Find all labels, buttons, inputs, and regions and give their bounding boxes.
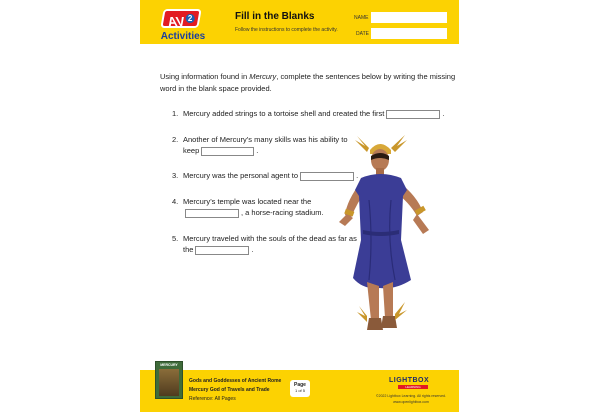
name-field[interactable]: [371, 12, 447, 23]
question-number: 3.: [172, 171, 179, 180]
logo-text: AV: [166, 14, 186, 30]
copyright-line: ©2022 Lightbox Learning. All rights reserved.: [376, 394, 446, 398]
book-cover-label: MERCURY: [160, 363, 178, 367]
question-number: 4.: [172, 197, 179, 206]
logo-sup: 2: [187, 14, 192, 23]
helmet-wing-left: [355, 136, 369, 152]
reference-note: Reference: All Pages: [189, 396, 236, 402]
right-ankle-wing: [395, 302, 407, 320]
answer-blank-5[interactable]: [195, 246, 249, 255]
book-cover-thumbnail: [155, 361, 183, 399]
question-end: .: [251, 245, 254, 254]
website-link[interactable]: www.openlightbox.com: [393, 400, 429, 404]
question-text: Mercury added strings to a tortoise shell and created the first: [183, 109, 385, 118]
question-text-line2: keep: [183, 146, 200, 155]
question-number: 2.: [172, 135, 179, 144]
lightbox-logo: [389, 377, 433, 389]
left-foot: [367, 318, 383, 330]
mercury-illustration: [325, 130, 445, 345]
question-end: , a horse-racing stadium.: [241, 208, 324, 217]
lightbox-wordmark: LIGHTBOX: [389, 377, 430, 384]
page-label: Page: [294, 382, 306, 388]
question-end: .: [256, 146, 259, 155]
question-text-line2: the: [183, 245, 194, 254]
question-text: Mercury was the personal agent to: [183, 171, 299, 180]
series-title: Gods and Goddesses of Ancient Rome: [189, 378, 282, 384]
left-ankle-wing: [357, 306, 367, 322]
intro-paragraph: [160, 71, 460, 95]
intro-book-title: Mercury: [249, 72, 277, 81]
tunic: [353, 174, 411, 288]
page-indicator: [290, 380, 310, 397]
footer-bar: [140, 363, 459, 412]
question-number: 5.: [172, 234, 179, 243]
answer-blank-4[interactable]: [185, 209, 239, 218]
av2-logo: [151, 9, 215, 40]
intro-after: , complete the sentences below by writing the missing word in the blank space provided.: [160, 72, 456, 93]
page-instructions: Follow the instructions to complete the activity.: [235, 27, 338, 33]
helmet-wing-right: [391, 135, 407, 152]
page-title: Fill in the Blanks: [235, 11, 315, 22]
copyright-text: [366, 393, 456, 405]
question-text: Mercury’s temple was located near the: [183, 197, 312, 206]
book-title: Mercury God of Travels and Trade: [189, 387, 270, 393]
left-leg: [367, 282, 379, 320]
date-field[interactable]: [371, 28, 447, 39]
head: [371, 149, 389, 171]
page-number: 1 of 5: [294, 388, 305, 393]
question-end: .: [356, 171, 359, 180]
logo-subtitle: Activities: [160, 31, 206, 42]
header-bar: [140, 0, 459, 44]
question-number: 1.: [172, 109, 179, 118]
right-hand: [413, 214, 429, 234]
name-label: NAME: [354, 15, 369, 21]
question-text: Mercury traveled with the souls of the dead as far as: [183, 234, 357, 243]
right-leg: [383, 282, 393, 318]
question-text: Another of Mercury’s many skills was his ability to: [183, 135, 348, 144]
date-label: DATE: [356, 31, 369, 37]
answer-blank-1[interactable]: [386, 110, 440, 119]
right-foot: [381, 316, 397, 328]
logo-badge: [160, 9, 201, 28]
question-end: .: [442, 109, 445, 118]
book-cover-art: [159, 369, 179, 396]
intro-before: Using information found in: [160, 72, 250, 81]
lightbox-tag: LEARNING: [398, 385, 428, 389]
answer-blank-2[interactable]: [201, 147, 254, 156]
